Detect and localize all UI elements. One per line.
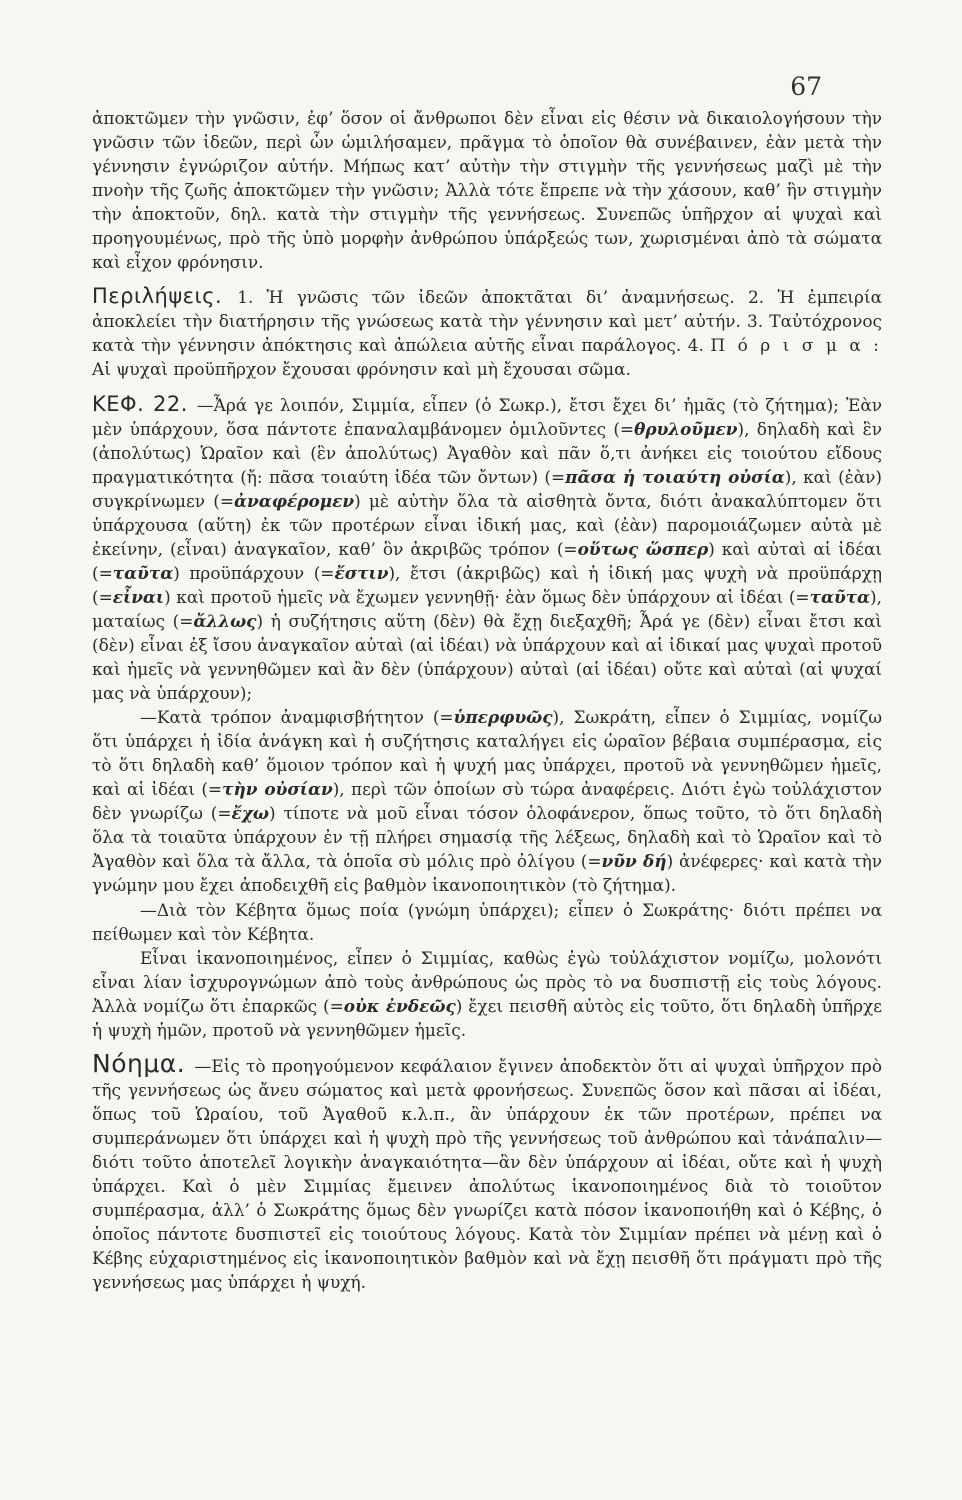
greek-gloss: οὕτως ὥσπερ <box>577 538 709 559</box>
page-number: 67 <box>790 72 822 101</box>
greek-gloss: νῦν δή <box>601 851 667 872</box>
greek-gloss: οὐκ ἐνδεῶς <box>343 995 456 1016</box>
greek-gloss: ταῦτα <box>112 562 174 583</box>
spacer <box>92 382 882 392</box>
greek-gloss: πᾶσα ἡ τοιαύτη οὐσία <box>565 466 785 487</box>
text-run: ) καὶ προτοῦ ἡμεῖς νὰ ἔχωμεν γεννηθῇ· ἐὰν ὅμως δὲν ὑπάρχουν αἱ ἰδέαι (= <box>164 586 810 607</box>
summary-3-number: 3. <box>747 311 770 332</box>
summary-2-text: Ἡ ἐμπειρία ἀποκλείει τὴν διατήρησιν τῆς γνώσεως κατὰ τὴν γέννησιν καὶ μετ’ αὐτήν. <box>92 287 882 332</box>
text-run: ) μὲ αὐτὴν ὅλα τὰ αἰσθητὰ ὄντα, διότι ἀνακαλύπτομεν ὅτι ὑπάρχουσα (αὕτη) ἐκ τῶν προτέρων εἶναι ἰδική μας, καὶ (ἐὰν) παρομοιάζωμεν αὐτὰ μὲ ἐκείνην, (εἶναι) ἀναγκαῖον, καθ’ ὃν ἀκριβῶς τρόπον (= <box>92 490 882 559</box>
greek-gloss: ἔχω <box>231 803 270 824</box>
text-run: —Ἆρά γε λοιπόν, Σιμμία, εἶπεν (ὁ Σωκρ.), ἔτσι ἔχει δι’ ἡμᾶς (τὸ ζήτημα); Ἐὰν μὲν ὑπάρχουν, ὅσα πάντοτε ἐπαναλαμβάνομεν ὁμιλοῦντες (= <box>92 394 882 439</box>
summary-3-text: Ταὐτόχρονος κατὰ τὴν γέννησιν ἀπόκτησις καὶ ἀπώλεια αὐτῆς εἶναι παράλογος. <box>92 311 882 356</box>
text-run: ), δηλαδὴ καὶ ἓν (ἀπολύτως) Ὡραῖον καὶ (ἓν ἀπολύτως) Ἀγαθὸν καὶ πᾶν ὅ,τι ἀνήκει εἰς τοιούτου εἴδους πραγματικότητα (ἤ: πᾶσα τοιαύτη ἰδέα τῶν ὄντων) (= <box>92 418 882 487</box>
summary-4-number: 4. <box>687 335 711 356</box>
summaries-block <box>92 284 882 381</box>
text-run: ), ἔτσι (ἀκριβῶς) καὶ ἡ ἰδική μας ψυχὴ νὰ προϋπάρχῃ (= <box>92 562 882 607</box>
greek-gloss: ἀναφέρομεν <box>234 490 355 511</box>
text-run: ), ματαίως (= <box>92 586 882 631</box>
spacer <box>92 274 882 284</box>
greek-gloss: θρυλοῦμεν <box>634 418 738 439</box>
text-run: ) τίποτε νὰ μοῦ εἶναι τόσον ὁλοφάνερον, ὅπως τοῦτο, τὸ ὅτι δηλαδὴ ὅλα τὰ τοιαῦτα ὑπάρχουν ἐν τῇ πλήρει σημασίᾳ τῆς λέξεως, δηλαδὴ καὶ τὸ Ὡραῖον καὶ τὸ Ἀγαθὸν καὶ ὅλα τὰ ἄλλα, τὰ ὁποῖα σὺ μόλις πρὸ ὀλίγου (= <box>92 803 882 872</box>
socrates-question-paragraph: —Διὰ τὸν Κέβητα ὅμως ποία (γνώμη ὑπάρχει); εἶπεν ὁ Σωκράτης· διότι πρέπει να πείθωμεν καὶ τὸν Κέβητα. <box>92 899 882 944</box>
text-run: ) ἡ συζήτησις αὕτη (δὲν) θὰ ἔχῃ διεξαχθῆ; Ἆρά γε (δὲν) εἶναι ἔτσι καὶ (δὲν) εἶναι ἐξ ἴσου ἀναγκαῖον αὐταὶ (αἱ ἰδέαι) νὰ ὑπάρχουν καὶ αἱ ἰδικαί μας ψυχαὶ προτοῦ καὶ ἡμεῖς νὰ γεννηθῶμεν καὶ ἂν δὲν (ὑπάρχουν) αὐταὶ (αἱ ἰδέαι) οὔτε καὶ αὐταὶ (αἱ ψυχαί μας νὰ ὑπάρχουν); <box>92 610 882 704</box>
page-body <box>92 106 882 1294</box>
spacer <box>92 1042 882 1052</box>
paragraph-intro: ἀποκτῶμεν τὴν γνῶσιν, ἐφ’ ὅσον οἱ ἄνθρωποι δὲν εἶναι εἰς θέσιν νὰ δικαιολογήσουν τὴν γνῶσιν τῶν ἰδεῶν, περὶ ὧν ὡμιλήσαμεν, πρᾶγμα τὸ ὁποῖον θὰ συνέβαινεν, ἐὰν μετὰ τὴν γέννησιν ἐγνώριζον αὐτήν. Μήπως κατ’ αὐτὴν τὴν στιγμὴν τῆς γεννήσεως μαζὶ μὲ τὴν πνοὴν τῆς ζωῆς ἀποκτῶμεν τὴν γνῶσιν; Ἀλλὰ τότε ἔπρεπε νὰ τὴν χάσουν, καθ’ ἣν στιγμὴν τὴν ἀποκτοῦν, δηλ. κατὰ τὴν στιγμὴν τῆς γεννήσεως. Συνεπῶς ὑπῆρχον αἱ ψυχαὶ καὶ προηγουμένως, πρὸ τῆς ὑπὸ μορφὴν ἀνθρώπου ὑπάρξεώς των, χωρισμέναι ἀπὸ τὰ σώματα καὶ εἶχον φρόνησιν. <box>92 108 882 273</box>
summary-4-text: Αἱ ψυχαὶ προϋπῆρχον ἔχουσαι φρόνησιν καὶ μὴ ἔχουσαι σῶμα. <box>92 359 631 380</box>
text-run: Εἶναι ἱκανοποιημένος, εἶπεν ὁ Σιμμίας, καθὼς ἐγὼ τοὐλάχιστον νομίζω, μολονότι εἶναι λίαν ἰσχυρογνώμων ἀπὸ τοὺς ἀνθρώπους ὡς πρὸς τὸ να δυσπιστῇ εἰς τοὺς λόγους. Ἀλλὰ νομίζω ὅτι ἐπαρκῶς (= <box>92 947 882 1016</box>
text-run: ), περὶ τῶν ὁποίων σὺ τώρα ἀναφέρεις. Διότι ἐγὼ τοὐλάχιστον δὲν γνωρίζω (= <box>92 779 882 824</box>
greek-gloss: ταῦτα <box>809 586 871 607</box>
chapter-heading: ΚΕΦ. 22. <box>92 391 197 416</box>
text-run: ) ἀνέφερες· καὶ κατὰ τὴν γνώμην μου ἔχει ἀποδειχθῆ εἰς βαθμὸν ἱκανοποιητικὸν (τὸ ζήτημα). <box>92 851 882 896</box>
meaning-text: —Εἰς τὸ προηγούμενον κεφάλαιον ἔγινεν ἀποδεκτὸν ὅτι αἱ ψυχαὶ ὑπῆρχον πρὸ τῆς γεννήσεως ὡς ἄνευ σώματος καὶ μετὰ φρονήσεως. Συνεπῶς ὅσον καὶ πᾶσαι αἱ ἰδέαι, ὅπως τοῦ Ὡραίου, τοῦ Ἀγαθοῦ κ.λ.π., ἂν ὑπάρχουν ἐκ τῶν προτέρων, πρέπει να συμπεράνωμεν ὅτι ὑπάρχει καὶ ἡ ψυχὴ πρὸ τῆς γεννήσεως τοῦ ἀνθρώπου καὶ τἀνάπαλιν—διότι τοῦτο ἀποτελεῖ λογικὴν ἀναγκαιότητα—ἂν δὲν ὑπάρχουν αἱ ἰδέαι, οὔτε καὶ ἡ ψυχὴ ὑπάρχει. Καὶ ὁ μὲν Σιμμίας ἔμεινεν ἀπολύτως ἱκανοποιημένος διὰ τὸ τοιοῦτον συμπέρασμα, ἀλλ’ ὁ Σωκράτης ὅμως δὲν γνωρίζει κατὰ πόσον ἱκανοποιήθη καὶ ὁ Κέβης, ὁ ὁποῖος πάντοτε δυσπιστεῖ εἰς τοιούτους λόγους. Κατὰ τὸν Σιμμίαν πρέπει νὰ μένῃ καὶ ὁ Κέβης εὐχαριστημένος εἰς ἱκανοποιητικὸν βαθμὸν καὶ νὰ ἔχῃ πεισθῆ ὅτι πράγματι πρὸ τῆς γεννήσεως μας ὑπάρχει ἡ ψυχή. <box>92 1055 882 1293</box>
greek-gloss: εἶναι <box>112 586 165 607</box>
text-run: ) καὶ αὐταὶ αἱ ἰδέαι (= <box>92 538 882 583</box>
meaning-paragraph <box>92 1048 882 1294</box>
simmias-cebes-paragraph <box>92 946 882 1042</box>
greek-gloss: ἔστιν <box>334 562 389 583</box>
simmias-reply-paragraph <box>92 705 882 897</box>
text-run: ) προϋπάρχουν (= <box>173 562 335 583</box>
summaries-heading: Περιλήψεις. <box>92 284 238 309</box>
chapter-22-paragraph <box>92 392 882 706</box>
corollary-label: Π ό ρ ι σ μ α : <box>710 335 882 356</box>
text-run: —Κατὰ τρόπον ἀναμφισβήτητον (= <box>140 707 454 728</box>
text-run: ), Σωκράτη, εἶπεν ὁ Σιμμίας, νομίζω ὅτι ὑπάρχει ἡ ἰδία ἀνάγκη καὶ ἡ συζήτησις καταλήγει εἰς ὡραῖον βέβαια συμπέρασμα, εἰς τὸ ὅτι δηλαδὴ καθ’ ὅμοιον τρόπον καὶ ἡ ψυχή μας ὑπάρχει, προτοῦ νὰ γεννηθῶμεν ἡμεῖς, καὶ αἱ ἰδέαι (= <box>92 707 882 800</box>
summary-1-number: 1. <box>237 287 267 308</box>
text-run: ), καὶ (ἐὰν) συγκρίνωμεν (= <box>92 466 882 511</box>
summary-1-text: Ἡ γνῶσις τῶν ἰδεῶν ἀποκτᾶται δι’ ἀναμνήσεως. <box>266 287 749 308</box>
summary-2-number: 2. <box>748 287 778 308</box>
meaning-heading: Νόημα. <box>92 1048 195 1078</box>
text-run: ) ἔχει πεισθῆ αὐτὸς εἰς τοῦτο, ὅτι δηλαδὴ ὑπῆρχε ἡ ψυχὴ ἡμῶν, προτοῦ νὰ γεννηθῶμεν ἡμεῖς. <box>92 995 882 1040</box>
greek-gloss: τὴν οὐσίαν <box>222 779 333 800</box>
greek-gloss: ὑπερφυῶς <box>453 707 553 728</box>
greek-gloss: ἄλλως <box>193 610 257 631</box>
